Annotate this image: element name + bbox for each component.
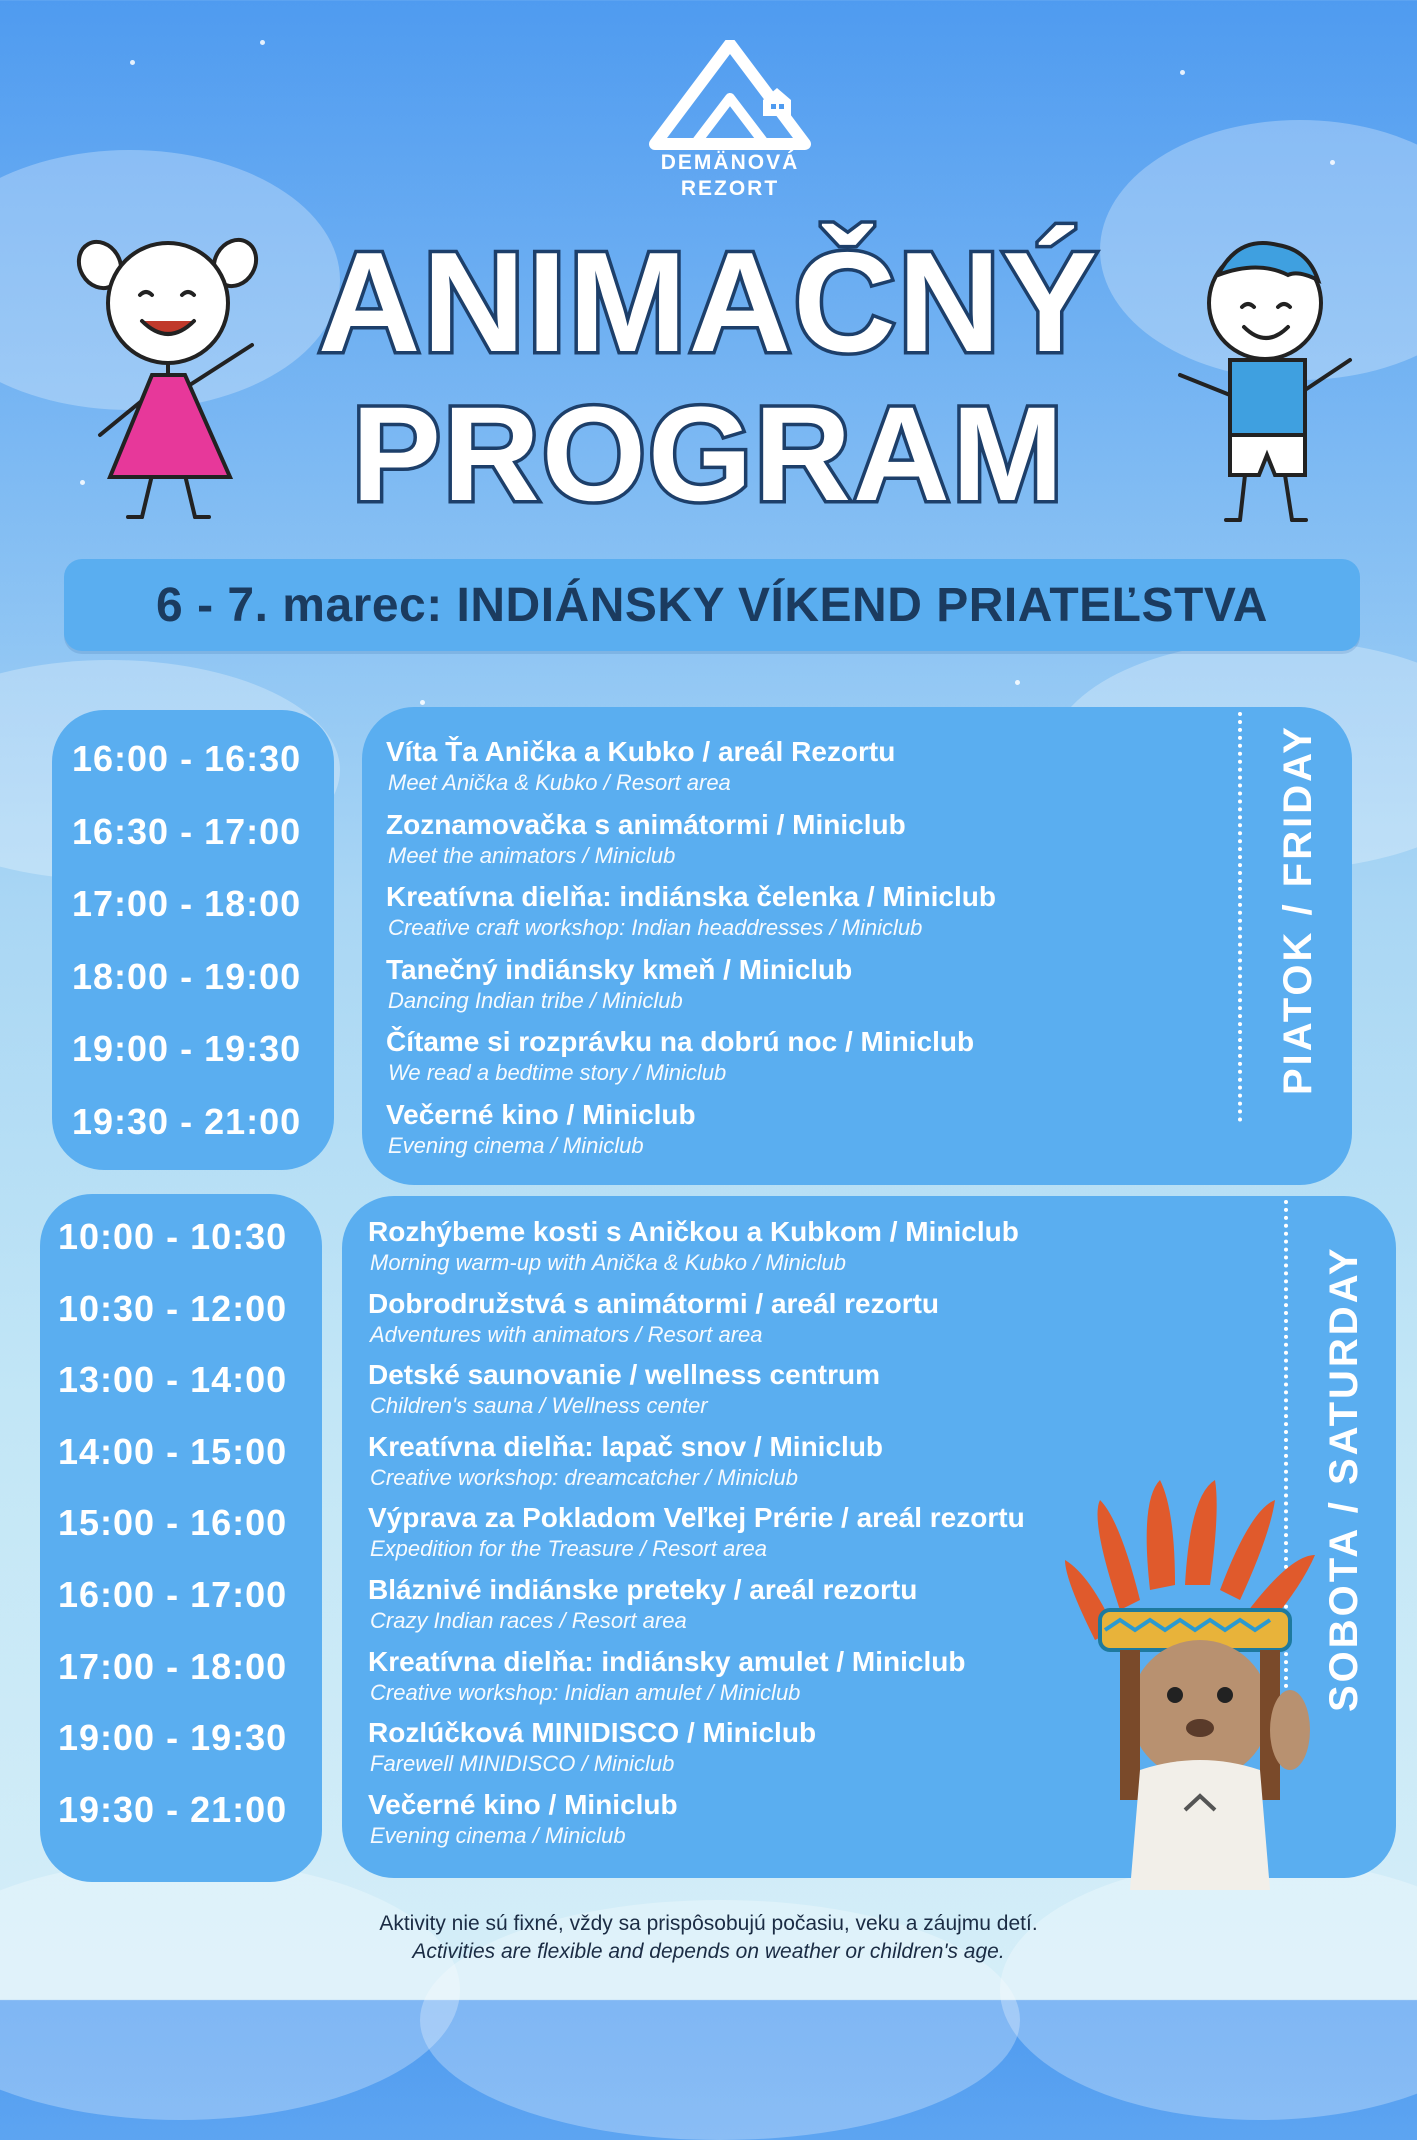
saturday-activity-subtitle: Farewell MINIDISCO / Miniclub (370, 1751, 675, 1777)
background-cloud (0, 1860, 460, 2120)
saturday-time-slot: 15:00 - 16:00 (58, 1502, 288, 1544)
friday-activity-subtitle: Dancing Indian tribe / Miniclub (388, 987, 683, 1013)
logo-text-line1: DEMÄNOVÁ (660, 151, 800, 174)
saturday-activity-subtitle: Children's sauna / Wellness center (370, 1393, 708, 1419)
saturday-time-slot: 19:00 - 19:30 (58, 1717, 288, 1759)
saturday-activity-title: Večerné kino / Miniclub (368, 1788, 678, 1820)
friday-activity-title: Zoznamovačka s animátormi / Miniclub (386, 808, 906, 840)
friday-divider (1238, 712, 1242, 1122)
friday-time-slot: 19:00 - 19:30 (72, 1028, 302, 1069)
saturday-activity-title: Dobrodružstvá s animátormi / areál rezortu (368, 1287, 940, 1319)
resort-logo (640, 40, 820, 210)
saturday-time-slot: 14:00 - 15:00 (58, 1430, 288, 1472)
saturday-time-slot: 19:30 - 21:00 (58, 1788, 288, 1830)
mascot-headdress-icon (1060, 1480, 1330, 1890)
saturday-activity-subtitle: Creative workshop: Inidian amulet / Miniclub (370, 1679, 801, 1705)
friday-activity-title: Kreatívna dielňa: indiánska čelenka / Miniclub (386, 881, 996, 912)
saturday-activity-subtitle: Crazy Indian races / Resort area (370, 1608, 687, 1633)
friday-activity-subtitle: Meet Anička & Kubko / Resort area (388, 770, 731, 795)
saturday-activity-title: Kreatívna dielňa: lapač snov / Miniclub (368, 1430, 884, 1462)
saturday-time-slot: 10:00 - 10:30 (58, 1216, 288, 1257)
friday-activity-subtitle: Meet the animators / Miniclub (388, 842, 676, 868)
friday-time-slot: 19:30 - 21:00 (72, 1100, 302, 1142)
footer-note-sk: Aktivity nie sú fixné, vždy sa prispôsobujú počasiu, veku a záujmu detí. (379, 1912, 1038, 1935)
saturday-activity-title: Bláznivé indiánske preteky / areál rezortu (368, 1574, 918, 1605)
star-dot (1015, 680, 1020, 685)
date-banner-text: 6 - 7. marec: INDIÁNSKY VÍKEND PRIATEĽSTVA (156, 578, 1268, 632)
saturday-time-slot: 13:00 - 14:00 (58, 1359, 288, 1401)
star-dot (1180, 70, 1185, 75)
star-dot (420, 700, 425, 705)
mountain-logo-icon (645, 40, 815, 150)
saturday-day-label: SOBOTA / SATURDAY (1322, 1245, 1366, 1712)
saturday-time-slot: 17:00 - 18:00 (58, 1645, 288, 1687)
logo-text-line2: REZORT (680, 177, 780, 200)
saturday-activity-title: Kreatívna dielňa: indiánsky amulet / Miniclub (368, 1645, 966, 1677)
saturday-time-slot: 16:00 - 17:00 (58, 1574, 288, 1615)
saturday-activity-title: Detské saunovanie / wellness centrum (368, 1359, 880, 1391)
saturday-activity-subtitle: Adventures with animators / Resort area (370, 1321, 763, 1347)
saturday-activity-title: Rozlúčková MINIDISCO / Miniclub (368, 1717, 817, 1749)
saturday-activity-subtitle: Evening cinema / Miniclub (370, 1822, 626, 1848)
star-dot (1330, 160, 1335, 165)
saturday-activity-subtitle: Creative workshop: dreamcatcher / Miniclub (370, 1464, 798, 1490)
friday-activity-subtitle: Evening cinema / Miniclub (388, 1132, 644, 1158)
friday-activity-title: Víta Ťa Anička a Kubko / areál Rezortu (386, 736, 896, 767)
star-dot (130, 60, 135, 65)
saturday-activity-title: Rozhýbeme kosti s Aničkou a Kubkom / Miniclub (368, 1216, 1019, 1247)
saturday-activity-title: Výprava za Pokladom Veľkej Prérie / areál rezortu (368, 1502, 1025, 1534)
title-line-2: PROGRAM (351, 380, 1066, 529)
friday-time-slot: 17:00 - 18:00 (72, 883, 302, 924)
friday-activity-subtitle: We read a bedtime story / Miniclub (388, 1060, 727, 1085)
friday-day-label: PIATOK / FRIDAY (1276, 724, 1320, 1095)
friday-time-slot: 18:00 - 19:00 (72, 955, 302, 997)
background-cloud (420, 1900, 1020, 2140)
date-banner (64, 559, 1360, 651)
friday-time-slot: 16:00 - 16:30 (72, 738, 302, 779)
footer-note-en: Activities are flexible and depends on weather or children's age. (412, 1940, 1005, 1963)
saturday-time-slot: 10:30 - 12:00 (58, 1287, 288, 1329)
star-dot (260, 40, 265, 45)
background-cloud (1000, 1860, 1417, 2120)
friday-activity-title: Čítame si rozprávku na dobrú noc / Miniclub (386, 1026, 975, 1057)
saturday-activity-subtitle: Morning warm-up with Anička & Kubko / Miniclub (370, 1250, 847, 1275)
friday-time-slot: 16:30 - 17:00 (72, 810, 302, 852)
friday-activity-subtitle: Creative craft workshop: Indian headdresses / Miniclub (388, 915, 923, 940)
friday-activity-title: Tanečný indiánsky kmeň / Miniclub (386, 953, 853, 985)
title-line-1: ANIMAČNÝ (317, 223, 1100, 382)
saturday-activity-subtitle: Expedition for the Treasure / Resort area (370, 1536, 768, 1562)
friday-activity-title: Večerné kino / Miniclub (386, 1098, 696, 1130)
